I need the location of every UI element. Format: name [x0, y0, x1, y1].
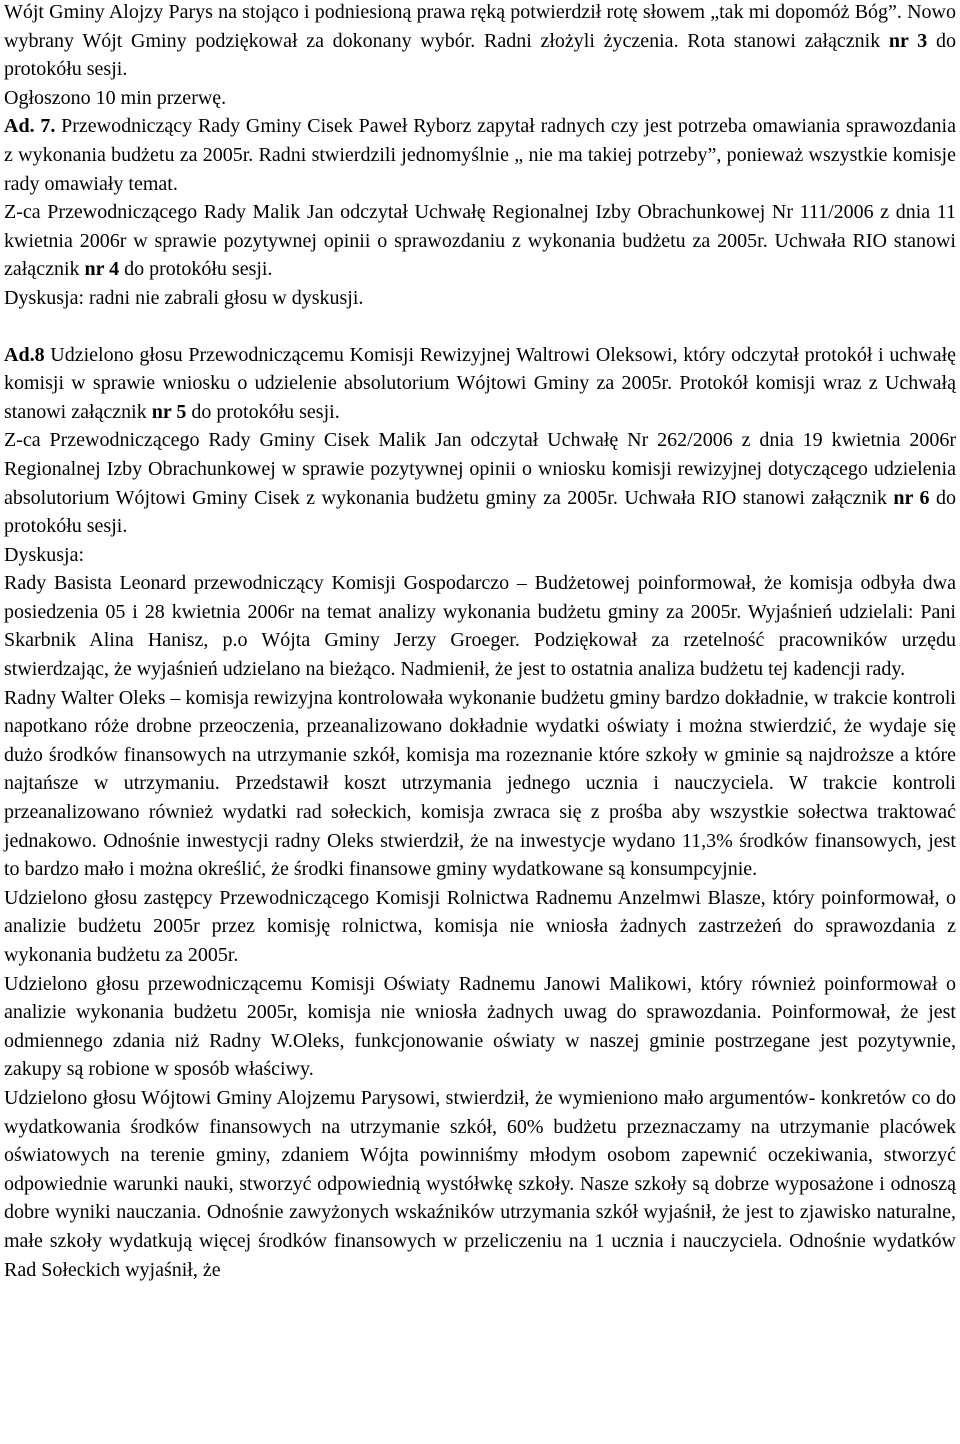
document-page: [4, 0, 956, 1284]
paragraph-parys: Udzielono głosu Wójtowi Gminy Alojzemu Parysowi, stwierdził, że wymieniono mało argumentów- konkretów co do wydatkowania środków finansowych na utrzymanie szkół, 60% budżetu przeznaczamy na utrzymanie placówek oświatowych na terenie gminy, zdaniem Wójta powinniśmy młodym osobom zapewnić oczekiwania, stworzyć odpowiednie warunki nauki, stworzyć odpowiednią wystółwkę szkoły. Nasze szkoły są dobrze wyposażone i odnoszą dobre wyniki nauczania. Odnośnie zawyżonych wskaźników utrzymania szkół wyjaśnił, że jest to zjawisko naturalne, małe szkoły wydatkują więcej środków finansowych w przeliczeniu na 1 ucznia i nauczyciela. Odnośnie wydatków Rad Sołeckich wyjaśnił, że: [4, 1086, 956, 1281]
paragraph-discussion-none: Dyskusja: radni nie zabrali głosu w dyskusji.: [4, 286, 364, 309]
paragraph-rio-resolution: Z-ca Przewodniczącego Rady Malik Jan odczytał Uchwałę Regionalnej Izby Obrachunkowej Nr 111/2006 z dnia 11 kwietnia 2006r w sprawie pozytywnej opinii o sprawozdaniu z wykonania budżetu za 2005r. Uchwała RIO stanowi załącznik nr 4 do protokółu sesji.: [4, 201, 956, 281]
agenda-item-label: Ad. 7.: [4, 115, 56, 138]
paragraph-rio-opinion: Z-ca Przewodniczącego Rady Gminy Cisek Malik Jan odczytał Uchwałę Nr 262/2006 z dnia 19 kwietnia 2006r Regionalnej Izby Obrachunkowej w sprawie pozytywnej opinii o wniosku komisji rewizyjnej dotyczącego udzielenia absolutorium Wójtowi Gminy Cisek z wykonania budżetu gminy za 2005r. Uchwała RIO stanowi załącznik nr 6 do protokółu sesji.: [4, 429, 956, 538]
paragraph-oath: Wójt Gminy Alojzy Parys na stojąco i podniesioną prawa ręką potwierdził rotę słowem „tak mi dopomóż Bóg”. Nowo wybrany Wójt Gminy podziękował za dokonany wybór. Radni złożyli życzenia. Rota stanowi załącznik nr 3 do protokółu sesji.: [4, 1, 956, 81]
paragraph-oleks: Radny Walter Oleks – komisja rewizyjna kontrolowała wykonanie budżetu gminy bardzo dokładnie, w trakcie kontroli napotkano róże drobne przeoczenia, przeanalizowano dokładnie wydatki oświaty i można stwierdzić, że wydaje się dużo środków finansowych na utrzymanie szkół, komisja ma rozeznanie które szkoły w gminie są najdroższe a które najtańsze w utrzymaniu. Przedstawił koszt utrzymania jednego ucznia i nauczyciela. W trakcie kontroli przeanalizowano również wydatki rad sołeckich, komisja zwraca się z prośba aby wszystkie sołectwa traktować jednakowo. Odnośnie inwestycji radny Oleks stwierdził, że na inwestycje wydano 11,3% środków finansowych, jest to bardzo mało i można określić, że środki finansowe gminy wydatkowane są konsumpcyjnie.: [4, 686, 956, 881]
agenda-item-label: Ad.8: [4, 343, 45, 366]
annex-ref: nr 5: [151, 400, 187, 423]
paragraph-ad-8: Ad.8 Udzielono głosu Przewodniczącemu Komisji Rewizyjnej Waltrowi Oleksowi, który odczytał protokół i uchwałę komisji w sprawie wniosku o udzielenie absolutorium Wójtowi Gminy za 2005r. Protokół komisji wraz z Uchwałą stanowi załącznik nr 5 do protokółu sesji.: [4, 343, 956, 423]
paragraph-break: Ogłoszono 10 min przerwę.: [4, 86, 227, 109]
annex-ref: nr 3: [888, 29, 928, 52]
annex-ref: nr 4: [84, 258, 120, 281]
paragraph-basista: Rady Basista Leonard przewodniczący Komisji Gospodarczo – Budżetowej poinformował, że komisja odbyła dwa posiedzenia 05 i 28 kwietnia 2006r na temat analizy wykonania budżetu gminy za 2005r. Wyjaśnień udzielali: Pani Skarbnik Alina Hanisz, p.o Wójta Gminy Jerzy Groeger. Podziękował za rzetelność pracowników urzędu stwierdzając, że wyjaśnień udzielano na bieżąco. Nadmienił, że jest to ostatnia analiza budżetu tej kadencji rady.: [4, 572, 956, 681]
paragraph-ad-7: Ad. 7. Przewodniczący Rady Gminy Cisek Paweł Ryborz zapytał radnych czy jest potrzeba omawiania sprawozdania z wykonania budżetu za 2005r. Radni stwierdzili jednomyślnie „ nie ma takiej potrzeby”, ponieważ wszystkie komisje rady omawiały temat.: [4, 115, 956, 195]
paragraph-discussion-heading: Dyskusja:: [4, 543, 84, 566]
paragraph-malik: Udzielono głosu przewodniczącemu Komisji Oświaty Radnemu Janowi Malikowi, który również poinformował o analizie wykonania budżetu 2005r, komisja nie wniosła żadnych uwag do sprawozdania. Poinformował, że jest odmiennego zdania niż Radny W.Oleks, funkcjonowanie oświaty w naszej gminie postrzegane jest pozytywnie, zakupy są robione w sposób właściwy.: [4, 972, 956, 1081]
paragraph-blasze: Udzielono głosu zastępcy Przewodniczącego Komisji Rolnictwa Radnemu Anzelmwi Blasze, który poinformował, o analizie budżetu 2005r przez komisję rolnictwa, komisja nie wniosła żadnych zastrzeżeń do sprawozdania z wykonania budżetu za 2005r.: [4, 886, 956, 966]
annex-ref: nr 6: [893, 486, 930, 509]
